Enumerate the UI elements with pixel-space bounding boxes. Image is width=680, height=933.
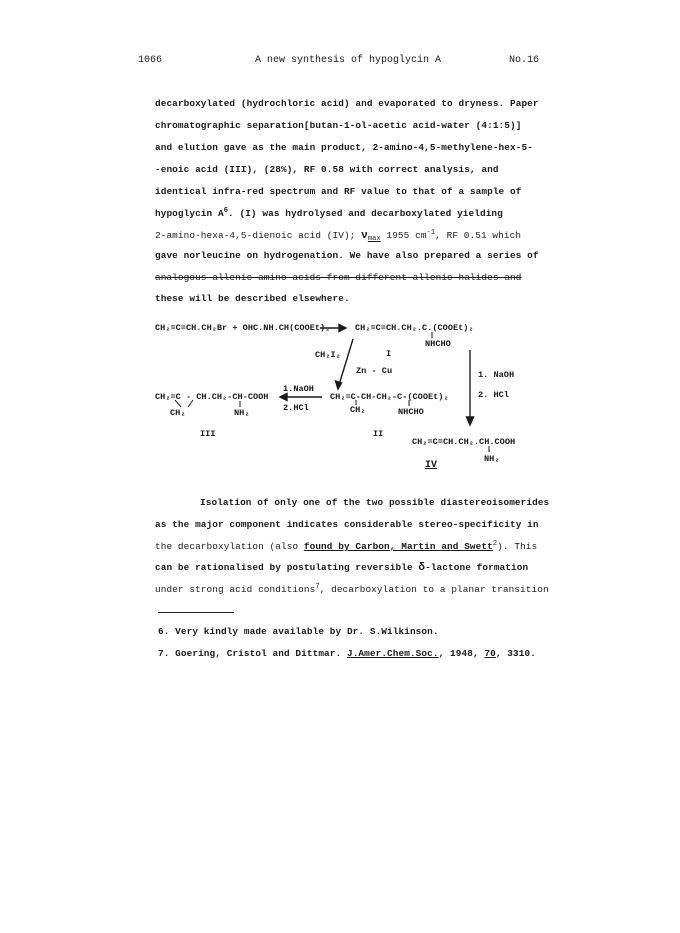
reaction-arrow-diagonal bbox=[339, 339, 353, 385]
label-i: I bbox=[386, 349, 392, 359]
compound-iii-nh2: NH₂ bbox=[234, 408, 250, 418]
issue-number: No.16 bbox=[509, 55, 540, 66]
reactants: CH₂=C=CH.CH₂Br + OHC.NH.CH(COOEt)₂ bbox=[155, 323, 331, 333]
delta-symbol: δ bbox=[418, 562, 426, 574]
text-line: decarboxylated (hydrochloric acid) and evaporated to dryness. Paper bbox=[155, 98, 539, 109]
bond-line bbox=[175, 400, 181, 407]
footnote-ref: 7 bbox=[315, 583, 320, 591]
text-span: -lactone formation bbox=[425, 562, 529, 573]
volume-number: 70 bbox=[484, 648, 496, 659]
text-line: these will be described elsewhere. bbox=[155, 293, 350, 304]
bond-line bbox=[188, 400, 193, 407]
compound-iii-ch2: CH₂ bbox=[170, 408, 186, 418]
page-number: 1066 bbox=[138, 55, 163, 66]
arrowhead bbox=[280, 394, 287, 401]
reagent-ch2i2: CH₂I₂ bbox=[315, 350, 341, 360]
text-line: Isolation of only one of the two possible diastereoisomerides bbox=[200, 497, 550, 508]
text-span: , RF 0.51 which bbox=[435, 230, 522, 241]
text-line bbox=[155, 540, 537, 552]
struck-text-line: analogous allenic amino-acids from different allenic halides and bbox=[155, 272, 522, 283]
label-iv: IV bbox=[425, 460, 438, 471]
compound-iii: CH₂=C - CH.CH₂-CH-COOH bbox=[155, 392, 269, 402]
text-span: ). This bbox=[497, 541, 538, 552]
text-span: can be rationalised by postulating reversible bbox=[155, 562, 419, 573]
compound-i-substituent: NHCHO bbox=[425, 339, 451, 349]
text-span: , 1948, bbox=[438, 648, 485, 659]
text-span: max bbox=[367, 235, 381, 243]
compound-iv: CH₂=C=CH.CH₂.CH.COOH bbox=[412, 437, 516, 447]
text-span: . (I) was hydrolysed and decarboxylated yielding bbox=[228, 208, 503, 219]
left-step-hcl: 2.HCl bbox=[283, 403, 309, 413]
compound-ii: CH₂=C-CH-CH₂-C-(COOEt)₂ bbox=[330, 392, 449, 402]
running-title: A new synthesis of hypoglycin A bbox=[255, 55, 442, 66]
left-step-naoh: 1.NaOH bbox=[283, 384, 314, 394]
text-line: and elution gave as the main product, 2-amino-4,5-methylene-hex-5- bbox=[155, 142, 533, 153]
text-line bbox=[155, 583, 549, 595]
journal-name: J.Amer.Chem.Soc. bbox=[346, 648, 439, 659]
text-span: 7. Goering, Cristol and Dittmar. bbox=[158, 648, 347, 659]
nu-symbol: ν bbox=[361, 230, 368, 242]
label-iii: III bbox=[200, 429, 216, 439]
footnote-6: 6. Very kindly made available by Dr. S.Wilkinson. bbox=[158, 626, 439, 637]
footnote-7 bbox=[158, 648, 536, 659]
step-naoh: 1. NaOH bbox=[478, 370, 515, 380]
footnote-ref: 2 bbox=[492, 540, 498, 548]
text-line: -enoic acid (III), (28%), RF 0.58 with correct analysis, and bbox=[155, 164, 499, 175]
text-line: gave norleucine on hydrogenation. We have also prepared a series of bbox=[155, 250, 539, 261]
label-ii: II bbox=[373, 429, 384, 439]
text-span: [butan-1-ol-acetic acid-water (4:1:5)] bbox=[303, 120, 522, 131]
compound-ii-ch2: CH₂ bbox=[350, 405, 366, 415]
text-span: hypoglycin A bbox=[155, 208, 224, 219]
text-span: under strong acid conditions bbox=[155, 584, 316, 595]
footnote-ref: 6 bbox=[223, 207, 229, 215]
text-line bbox=[155, 562, 528, 574]
superscript: -1 bbox=[426, 229, 436, 237]
text-span: , decarboxylation to a planar transition bbox=[319, 584, 549, 595]
text-line: identical infra-red spectrum and RF value to that of a sample of bbox=[155, 186, 522, 197]
text-span: found by Carbon, Martin and Swett bbox=[303, 541, 493, 552]
compound-iv-nh2: NH₂ bbox=[484, 454, 500, 464]
reagent-zn-cu: Zn - Cu bbox=[356, 366, 393, 376]
text-span: 2-amino-hexa-4,5-dienoic acid (IV); bbox=[155, 230, 362, 241]
arrowhead bbox=[467, 417, 474, 425]
compound-i: CH₂=C=CH.CH₂.C.(COOEt)₂ bbox=[355, 323, 474, 333]
footnote-rule bbox=[158, 612, 234, 613]
arrowhead bbox=[339, 325, 346, 332]
text-span: the decarboxylation (also bbox=[155, 541, 304, 552]
arrowhead bbox=[336, 381, 342, 389]
text-span: , 3310. bbox=[495, 648, 536, 659]
text-span: chromatographic separation bbox=[155, 120, 304, 131]
step-hcl: 2. HCl bbox=[478, 390, 509, 400]
text-span: 1955 cm bbox=[380, 230, 427, 241]
text-line: as the major component indicates considerable stereo-specificity in bbox=[155, 519, 539, 530]
compound-ii-nhcho: NHCHO bbox=[398, 407, 424, 417]
